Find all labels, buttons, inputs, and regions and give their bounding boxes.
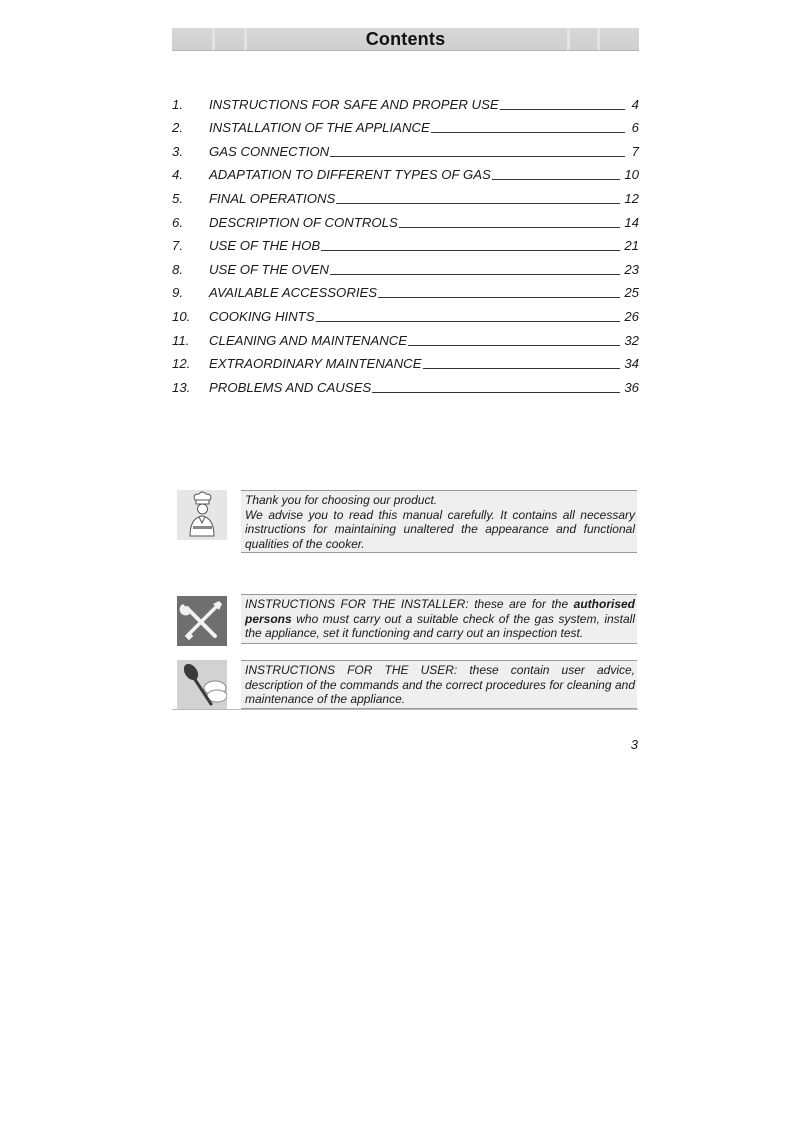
toc-entry-page: 25 xyxy=(624,285,639,301)
thanks-text-box xyxy=(241,490,637,553)
toc-entry-number: 5. xyxy=(172,190,183,206)
toc-entry-page: 23 xyxy=(624,261,639,277)
toc-entry-title: AVAILABLE ACCESSORIES xyxy=(209,285,378,301)
toc-entry[interactable] xyxy=(172,138,639,162)
chef-icon xyxy=(177,490,227,540)
page-number: 3 xyxy=(630,737,638,752)
table-of-contents xyxy=(172,91,639,398)
toc-entry-number: 4. xyxy=(172,167,183,183)
toc-leader-line xyxy=(330,155,625,157)
toc-entry-title: PROBLEMS AND CAUSES xyxy=(209,379,372,395)
toc-entry[interactable] xyxy=(172,162,639,186)
toc-entry[interactable] xyxy=(172,185,639,209)
toc-entry[interactable] xyxy=(172,327,639,351)
footer-rule xyxy=(172,709,638,710)
toc-entry-title: FINAL OPERATIONS xyxy=(209,190,336,206)
toc-entry-number: 1. xyxy=(172,96,183,112)
toc-leader-line xyxy=(408,344,620,346)
installer-text-part: who must carry out a suitable check of the gas system, install the appliance, set it functioning and carry out an inspection test. xyxy=(245,611,635,641)
toc-entry-page: 26 xyxy=(624,308,639,324)
installer-text-part: INSTRUCTIONS FOR THE INSTALLER: these are for the xyxy=(245,597,574,611)
toc-entry-page: 10 xyxy=(624,167,639,183)
toc-entry-title: COOKING HINTS xyxy=(209,308,315,324)
toc-leader-line xyxy=(378,296,620,298)
toc-leader-line xyxy=(492,178,620,180)
toc-entry-number: 2. xyxy=(172,120,183,136)
toc-leader-line xyxy=(431,131,625,133)
toc-entry-page: 21 xyxy=(624,238,639,254)
installer-text xyxy=(245,597,635,641)
toc-entry-number: 6. xyxy=(172,214,183,230)
toc-entry[interactable] xyxy=(172,374,639,398)
toc-entry[interactable] xyxy=(172,256,639,280)
toc-leader-line xyxy=(399,226,621,228)
toc-entry-title: GAS CONNECTION xyxy=(209,143,330,159)
toc-entry-page: 7 xyxy=(631,143,639,159)
page-title: Contents xyxy=(365,29,446,49)
toc-leader-line xyxy=(330,273,620,275)
toc-entry-number: 12. xyxy=(172,356,191,372)
toc-leader-line xyxy=(336,202,620,204)
toc-entry-number: 10. xyxy=(172,308,191,324)
toc-leader-line xyxy=(372,391,620,393)
toc-entry[interactable] xyxy=(172,91,639,115)
installer-text-box xyxy=(241,594,637,644)
user-text-box xyxy=(241,660,637,709)
toc-entry-title: USE OF THE HOB xyxy=(209,238,321,254)
toc-entry-number: 11. xyxy=(172,332,190,348)
toc-entry-title: CLEANING AND MAINTENANCE xyxy=(209,332,408,348)
toc-entry[interactable] xyxy=(172,280,639,304)
toc-entry-number: 13. xyxy=(172,379,191,395)
toc-entry[interactable] xyxy=(172,351,639,375)
toc-entry-page: 14 xyxy=(624,214,639,230)
advice-text: We advise you to read this manual carefully. It contains all necessary instructions for maintaining unaltered the appearance and functional qualities of the cooker. xyxy=(245,507,635,551)
toc-entry[interactable] xyxy=(172,303,639,327)
toc-entry[interactable] xyxy=(172,209,639,233)
toc-entry-page: 6 xyxy=(631,120,639,136)
toc-entry-number: 3. xyxy=(172,143,183,159)
toc-entry-title: USE OF THE OVEN xyxy=(209,261,329,277)
toc-entry-number: 8. xyxy=(172,261,183,277)
toc-entry-title: INSTRUCTIONS FOR SAFE AND PROPER USE xyxy=(209,96,499,112)
contents-header-bar xyxy=(172,28,639,51)
toc-leader-line xyxy=(321,249,620,251)
toc-leader-line xyxy=(423,367,621,369)
thanks-line: Thank you for choosing our product. xyxy=(245,493,438,507)
toc-leader-line xyxy=(316,320,621,322)
installer-text-bold: authorised persons xyxy=(245,597,635,626)
toc-entry-title: DESCRIPTION OF CONTROLS xyxy=(209,214,398,230)
toc-entry-title: EXTRAORDINARY MAINTENANCE xyxy=(209,356,422,372)
toc-entry-title: ADAPTATION TO DIFFERENT TYPES OF GAS xyxy=(209,167,491,183)
toc-entry-number: 9. xyxy=(172,285,183,301)
toc-entry-number: 7. xyxy=(172,238,183,254)
toc-leader-line xyxy=(500,108,625,110)
toc-entry-page: 32 xyxy=(624,332,639,348)
toc-entry-title: INSTALLATION OF THE APPLIANCE xyxy=(209,120,430,136)
tools-icon xyxy=(177,596,227,646)
toc-entry-page: 34 xyxy=(624,356,639,372)
user-text: INSTRUCTIONS FOR THE USER: these contain user advice, description of the commands and the correct procedures for cleaning and maintenance of the appliance. xyxy=(245,663,635,707)
spoon-icon xyxy=(177,660,227,710)
toc-entry-page: 36 xyxy=(624,379,639,395)
toc-entry[interactable] xyxy=(172,233,639,257)
toc-entry[interactable] xyxy=(172,115,639,139)
toc-entry-page: 12 xyxy=(624,190,639,206)
toc-entry-page: 4 xyxy=(631,96,639,112)
